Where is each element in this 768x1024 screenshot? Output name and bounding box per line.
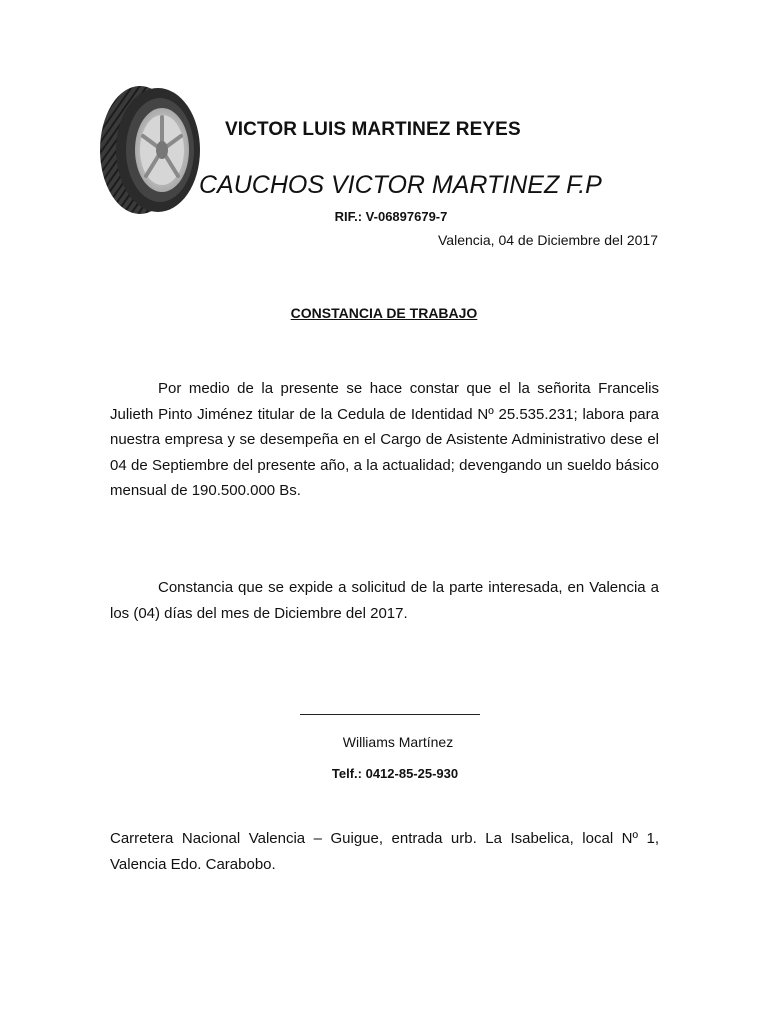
body-paragraph: Por medio de la presente se hace constar que el la señorita Francelis Julieth Pinto Jiménez titular de la Cedula de Identidad Nº 25.535.231; labora para nuestra empresa y se desempeña en el Cargo de Asistente Administrativo dese el 04 de Septiembre del presente año, a la actualidad; devengando un sueldo básico mensual de 190.500.000 Bs.: [110, 380, 659, 499]
company-name: CAUCHOS VICTOR MARTINEZ F.P: [199, 171, 602, 199]
date-line: Valencia, 04 de Diciembre del 2017: [438, 232, 658, 248]
signature-line: [300, 714, 480, 715]
address-footer: Carretera Nacional Valencia – Guigue, entrada urb. La Isabelica, local Nº 1, Valencia Edo. Carabobo.: [110, 830, 659, 873]
owner-name: VICTOR LUIS MARTINEZ REYES: [225, 119, 521, 140]
signer-name: Williams Martínez: [342, 734, 454, 750]
body-paragraph: Constancia que se expide a solicitud de la parte interesada, en Valencia a los (04) días del mes de Diciembre del 2017.: [110, 579, 659, 622]
phone-number: Telf.: 0412-85-25-930: [331, 766, 459, 781]
document-title: CONSTANCIA DE TRABAJO: [290, 305, 478, 321]
tire-icon: [96, 84, 206, 216]
rif-number: RIF.: V-06897679-7: [334, 209, 448, 224]
